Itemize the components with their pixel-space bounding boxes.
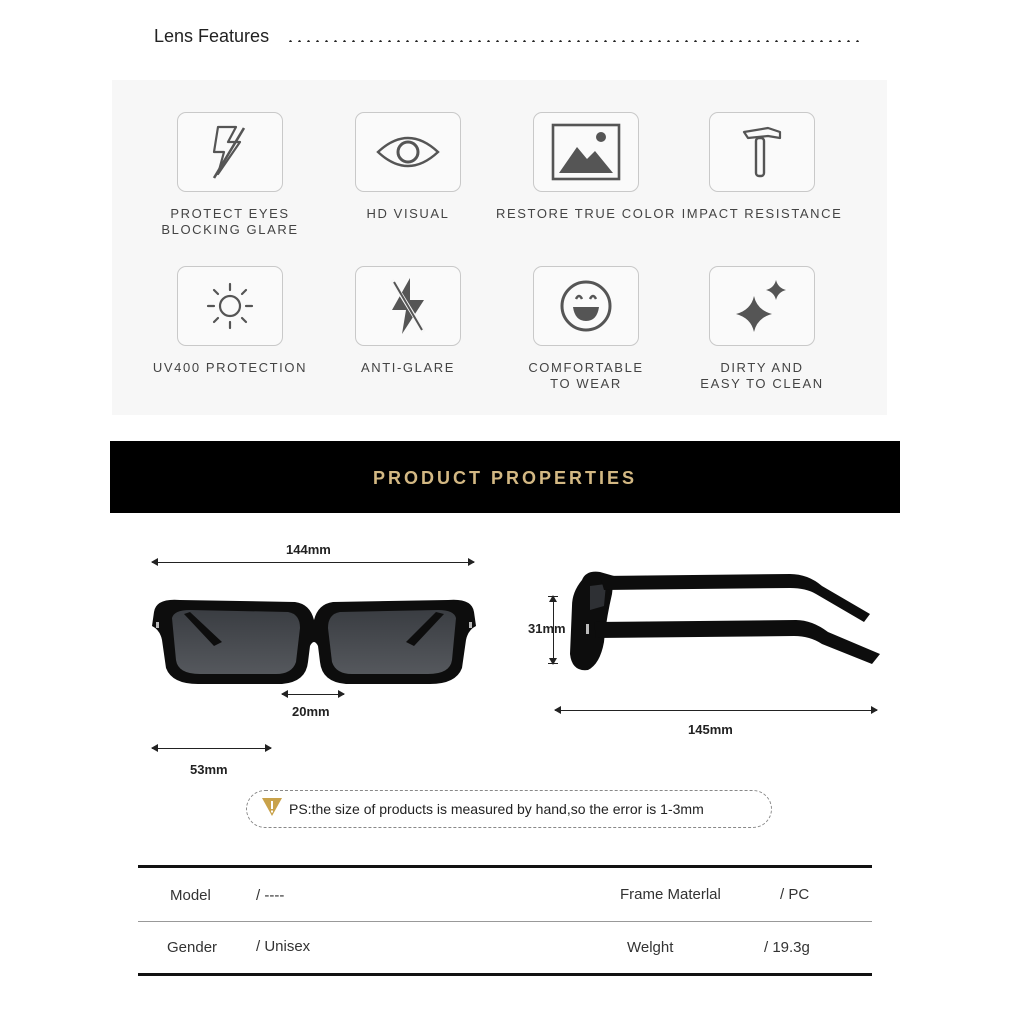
table-row-divider bbox=[138, 921, 872, 922]
anti-glare-icon bbox=[355, 266, 461, 346]
sun-icon bbox=[177, 266, 283, 346]
feature-label: ANTI-GLARE bbox=[360, 360, 455, 375]
lens-height-tick-bottom bbox=[548, 663, 558, 664]
lens-height-tick-top bbox=[548, 596, 558, 597]
feature-label: HD VISUAL bbox=[366, 206, 450, 221]
lens-height-label: 31mm bbox=[528, 621, 566, 636]
banner-title: PRODUCT PROPERTIES bbox=[372, 468, 638, 488]
warning-icon bbox=[261, 797, 283, 822]
feature-impact bbox=[672, 112, 852, 222]
glasses-front-image bbox=[150, 590, 478, 690]
eye-icon bbox=[355, 112, 461, 192]
smiley-icon bbox=[533, 266, 639, 346]
product-properties-banner bbox=[110, 441, 900, 513]
lens-features-panel bbox=[112, 80, 887, 415]
feature-easy-clean bbox=[672, 266, 852, 392]
feature-label: RESTORE TRUE COLOR bbox=[496, 206, 677, 221]
feature-label: DIRTY AND EASY TO CLEAN bbox=[700, 360, 824, 391]
hammer-icon bbox=[709, 112, 815, 192]
spec-frame-label: Frame Materlal bbox=[620, 886, 721, 903]
feature-protect-eyes bbox=[140, 112, 320, 238]
note-text: PS:the size of products is measured by hand,so the error is 1-3mm bbox=[289, 801, 704, 817]
spec-gender-value: / Unisex bbox=[256, 938, 311, 955]
feature-label: UV400 PROTECTION bbox=[152, 360, 308, 375]
frame-width-arrow bbox=[152, 562, 474, 563]
spec-weight-label: Welght bbox=[627, 939, 674, 956]
spec-gender-label: Gender bbox=[167, 939, 218, 956]
lens-width-label: 53mm bbox=[190, 762, 228, 777]
table-top-border bbox=[138, 865, 872, 868]
feature-true-color bbox=[496, 112, 676, 222]
feature-anti-glare bbox=[318, 266, 498, 376]
lightning-icon bbox=[177, 112, 283, 192]
feature-comfortable bbox=[496, 266, 676, 392]
spec-model-value: / ---- bbox=[256, 887, 285, 904]
spec-frame-value: / PC bbox=[780, 886, 810, 903]
spec-model-label: Model bbox=[170, 887, 211, 904]
temple-length-arrow bbox=[555, 710, 877, 711]
bridge-label: 20mm bbox=[292, 704, 330, 719]
feature-hd-visual bbox=[318, 112, 498, 222]
table-bottom-border bbox=[138, 973, 872, 976]
spec-weight-value: / 19.3g bbox=[764, 939, 810, 956]
glasses-side-image bbox=[560, 566, 885, 678]
bridge-arrow bbox=[282, 694, 344, 695]
measurement-note bbox=[246, 790, 772, 828]
temple-length-label: 145mm bbox=[688, 722, 733, 737]
section-title: Lens Features bbox=[154, 26, 270, 46]
landscape-photo-icon bbox=[533, 112, 639, 192]
feature-label: IMPACT RESISTANCE bbox=[681, 206, 843, 221]
sparkle-icon bbox=[709, 266, 815, 346]
dotted-divider bbox=[286, 40, 861, 42]
lens-width-arrow bbox=[152, 748, 271, 749]
feature-label: COMFORTABLE TO WEAR bbox=[528, 360, 644, 391]
feature-uv400 bbox=[140, 266, 320, 376]
feature-label: PROTECT EYES BLOCKING GLARE bbox=[161, 206, 299, 237]
frame-width-label: 144mm bbox=[286, 542, 331, 557]
